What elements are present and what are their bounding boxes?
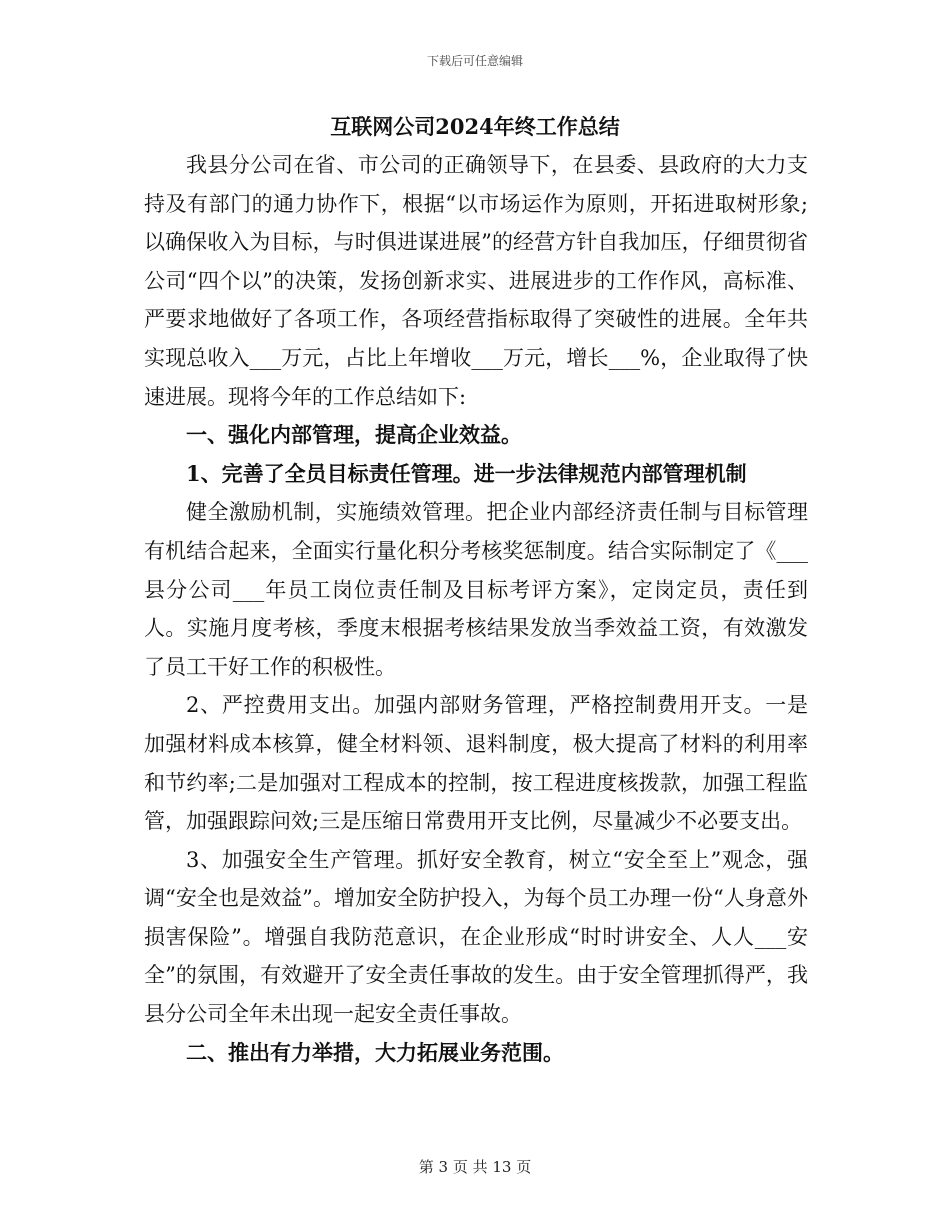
safety-paragraph: 3、加强安全生产管理。抓好安全教育，树立“安全至上”观念，强调“安全也是效益”。增加安全防护投入，为每个员工办理一份“人身意外损害保险”。增强自我防范意识，在企业形成“时时讲安全、人人___安全”的氛围，有效避开了安全责任事故的发生。由于安全管理抓得严，我县分公司全年未出现一起安全责任事故。 xyxy=(144,847,808,1027)
section-heading-1: 一、强化内部管理，提高企业效益。 xyxy=(186,422,522,448)
intro-paragraph: 我县分公司在省、市公司的正确领导下，在县委、县政府的大力支持及有部门的通力协作下，根据“以市场运作为原则，开拓进取树形象;以确保收入为目标，与时俱进谋进展”的经营方针自我加压，仔细贯彻省公司“四个以”的决策，发扬创新求实、进展进步的工作作风，高标准、严要求地做好了各项工作，各项经营指标取得了突破性的进展。全年共实现总收入___万元，占比上年增收___万元，增长___%，企业取得了快速进展。现将今年的工作总结如下: xyxy=(144,153,808,409)
cost-control-paragraph: 2、严控费用支出。加强内部财务管理，严格控制费用开支。一是加强材料成本核算，健全材料领、退料制度，极大提高了材料的利用率和节约率;二是加强对工程成本的控制，按工程进度核拨款，加强工程监管，加强跟踪问效;三是压缩日常费用开支比例，尽量减少不必要支出。 xyxy=(144,693,808,834)
page-header-note: 下载后可任意编辑 xyxy=(426,54,523,68)
page-number: 第 3 页 共 13 页 xyxy=(418,1158,532,1176)
document-title: 互联网公司2024年终工作总结 xyxy=(330,114,620,139)
document-body xyxy=(144,146,808,1072)
section-heading-2: 二、推出有力举措，大力拓展业务范围。 xyxy=(186,1039,564,1065)
incentive-paragraph: 健全激励机制，实施绩效管理。把企业内部经济责任制与目标管理有机结合起来，全面实行量化积分考核奖惩制度。结合实际制定了《___县分公司___年员工岗位责任制及目标考评方案》，定岗定员，责任到人。实施月度考核，季度末根据考核结果发放当季效益工资，有效激发了员工干好工作的积极性。 xyxy=(144,500,808,679)
subsection-heading-1: 1、完善了全员目标责任管理。进一步法律规范内部管理机制 xyxy=(186,460,747,486)
